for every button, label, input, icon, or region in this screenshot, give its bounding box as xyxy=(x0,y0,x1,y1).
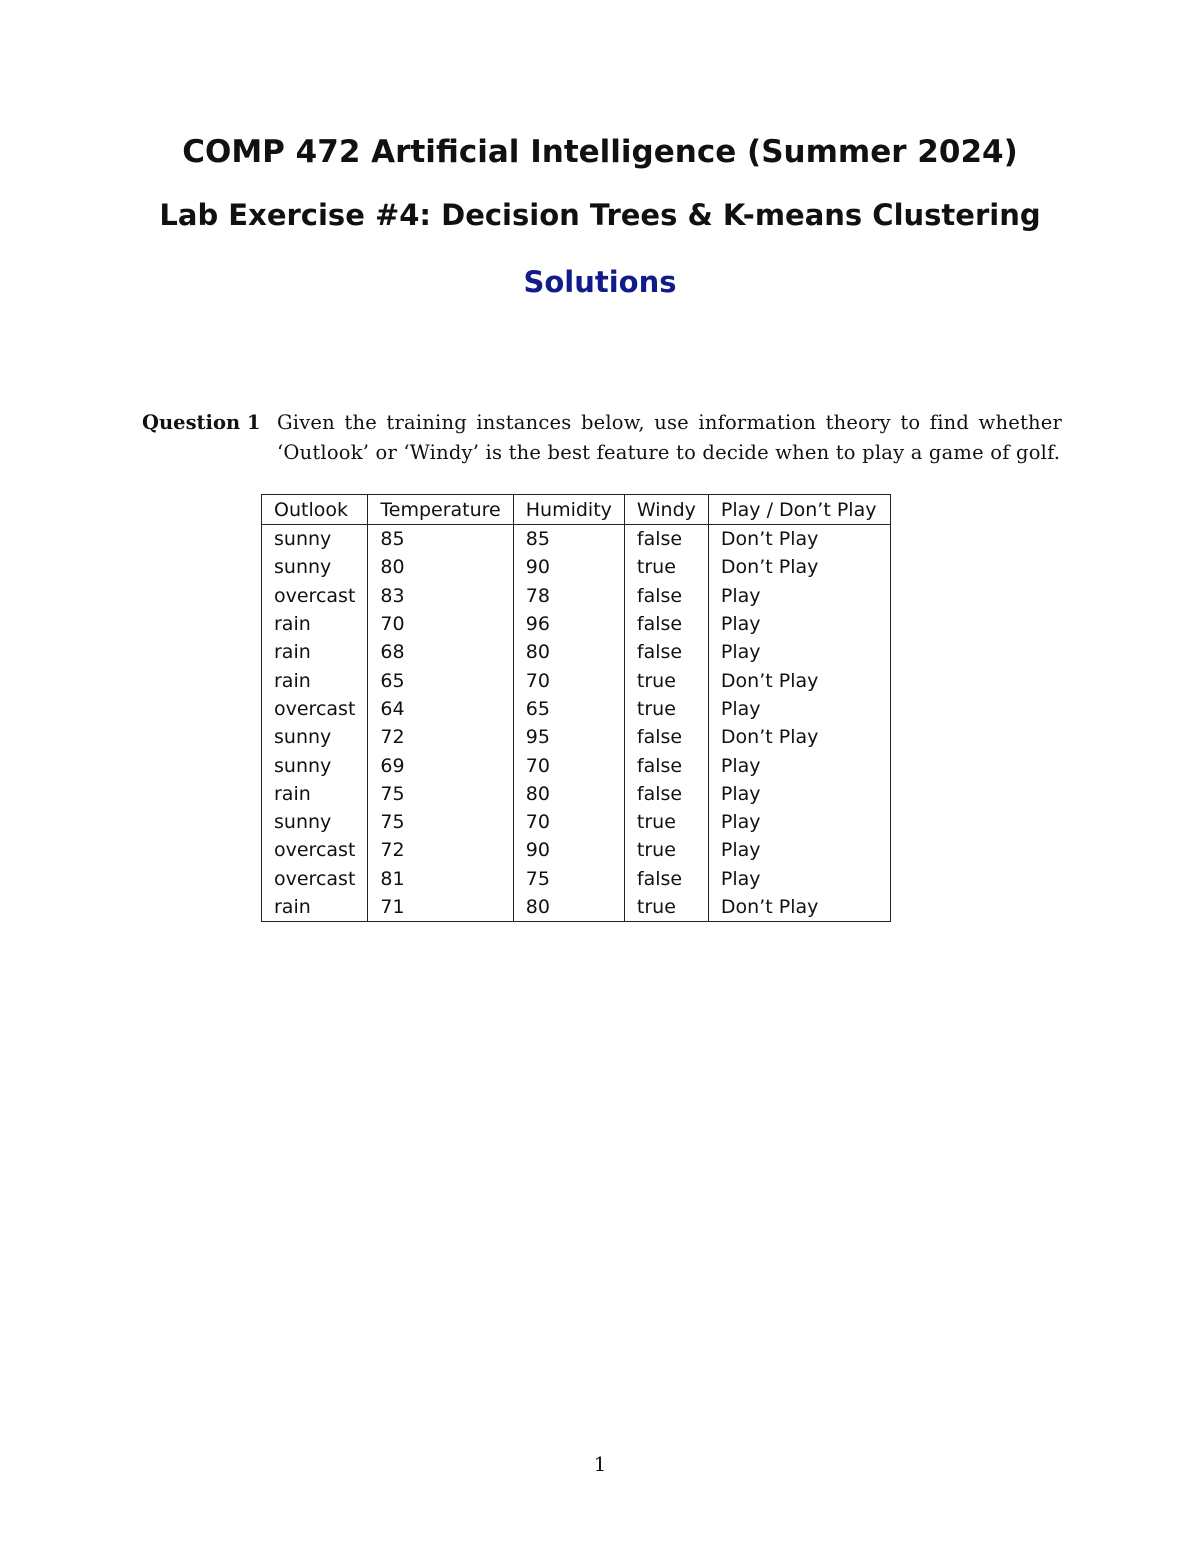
cell-temperature: 64 xyxy=(368,695,513,723)
table-row xyxy=(262,865,891,893)
cell-play: Play xyxy=(708,865,890,893)
solutions-heading: Solutions xyxy=(523,265,677,299)
cell-play: Don’t Play xyxy=(708,553,890,581)
cell-temperature: 85 xyxy=(368,525,513,554)
question-label: Question 1 xyxy=(142,411,261,434)
question-text: Given the training instances below, use information theory to find whether ‘Outlook’ or ‘Windy’ is the best feature to decide when to play a game of golf. xyxy=(277,411,1062,464)
cell-windy: true xyxy=(624,808,708,836)
cell-outlook: rain xyxy=(262,893,368,922)
cell-humidity: 96 xyxy=(513,610,624,638)
column-header-outlook: Outlook xyxy=(262,495,368,525)
table-row xyxy=(262,610,891,638)
cell-windy: false xyxy=(624,751,708,779)
cell-play: Play xyxy=(708,610,890,638)
cell-temperature: 69 xyxy=(368,751,513,779)
table-row xyxy=(262,666,891,694)
cell-windy: false xyxy=(624,723,708,751)
column-header-play: Play / Don’t Play xyxy=(708,495,890,525)
cell-outlook: overcast xyxy=(262,836,368,864)
cell-windy: true xyxy=(624,695,708,723)
cell-windy: true xyxy=(624,836,708,864)
cell-temperature: 80 xyxy=(368,553,513,581)
cell-windy: false xyxy=(624,865,708,893)
column-header-humidity: Humidity xyxy=(513,495,624,525)
cell-windy: true xyxy=(624,893,708,922)
cell-temperature: 75 xyxy=(368,780,513,808)
cell-temperature: 70 xyxy=(368,610,513,638)
cell-humidity: 75 xyxy=(513,865,624,893)
table-body xyxy=(262,525,891,922)
cell-humidity: 80 xyxy=(513,780,624,808)
cell-temperature: 75 xyxy=(368,808,513,836)
cell-play: Play xyxy=(708,638,890,666)
table-row xyxy=(262,695,891,723)
cell-humidity: 65 xyxy=(513,695,624,723)
lab-title: Lab Exercise #4: Decision Trees & K-means Clustering xyxy=(159,198,1041,232)
table-header-row xyxy=(262,495,891,525)
cell-humidity: 70 xyxy=(513,751,624,779)
cell-windy: false xyxy=(624,638,708,666)
question-1 xyxy=(142,408,1062,468)
cell-play: Play xyxy=(708,582,890,610)
cell-outlook: overcast xyxy=(262,695,368,723)
cell-outlook: sunny xyxy=(262,525,368,554)
cell-outlook: overcast xyxy=(262,582,368,610)
cell-humidity: 85 xyxy=(513,525,624,554)
table-row xyxy=(262,893,891,922)
cell-humidity: 95 xyxy=(513,723,624,751)
table-row xyxy=(262,780,891,808)
cell-windy: true xyxy=(624,553,708,581)
cell-temperature: 72 xyxy=(368,723,513,751)
table-row xyxy=(262,525,891,554)
table-row xyxy=(262,723,891,751)
table-row xyxy=(262,553,891,581)
cell-windy: false xyxy=(624,610,708,638)
cell-temperature: 72 xyxy=(368,836,513,864)
cell-outlook: sunny xyxy=(262,751,368,779)
cell-play: Don’t Play xyxy=(708,525,890,554)
table-row xyxy=(262,638,891,666)
cell-temperature: 71 xyxy=(368,893,513,922)
cell-outlook: sunny xyxy=(262,808,368,836)
table-row xyxy=(262,836,891,864)
cell-windy: false xyxy=(624,525,708,554)
cell-outlook: rain xyxy=(262,780,368,808)
cell-play: Play xyxy=(708,780,890,808)
cell-play: Don’t Play xyxy=(708,723,890,751)
cell-temperature: 68 xyxy=(368,638,513,666)
table-row xyxy=(262,582,891,610)
table-row xyxy=(262,808,891,836)
cell-play: Play xyxy=(708,695,890,723)
cell-humidity: 90 xyxy=(513,553,624,581)
column-header-temperature: Temperature xyxy=(368,495,513,525)
cell-outlook: rain xyxy=(262,610,368,638)
cell-outlook: sunny xyxy=(262,723,368,751)
cell-play: Play xyxy=(708,836,890,864)
cell-play: Play xyxy=(708,808,890,836)
cell-humidity: 90 xyxy=(513,836,624,864)
cell-temperature: 65 xyxy=(368,666,513,694)
course-title: COMP 472 Artificial Intelligence (Summer 2024) xyxy=(182,134,1018,170)
cell-humidity: 80 xyxy=(513,893,624,922)
cell-windy: true xyxy=(624,666,708,694)
table-row xyxy=(262,751,891,779)
cell-windy: false xyxy=(624,780,708,808)
cell-outlook: sunny xyxy=(262,553,368,581)
cell-humidity: 70 xyxy=(513,808,624,836)
cell-humidity: 78 xyxy=(513,582,624,610)
cell-outlook: rain xyxy=(262,638,368,666)
column-header-windy: Windy xyxy=(624,495,708,525)
cell-play: Don’t Play xyxy=(708,893,890,922)
cell-temperature: 81 xyxy=(368,865,513,893)
cell-play: Don’t Play xyxy=(708,666,890,694)
cell-temperature: 83 xyxy=(368,582,513,610)
cell-outlook: overcast xyxy=(262,865,368,893)
cell-outlook: rain xyxy=(262,666,368,694)
cell-humidity: 70 xyxy=(513,666,624,694)
cell-humidity: 80 xyxy=(513,638,624,666)
training-instances-table xyxy=(261,494,891,922)
page-number: 1 xyxy=(593,1452,607,1476)
cell-windy: false xyxy=(624,582,708,610)
cell-play: Play xyxy=(708,751,890,779)
